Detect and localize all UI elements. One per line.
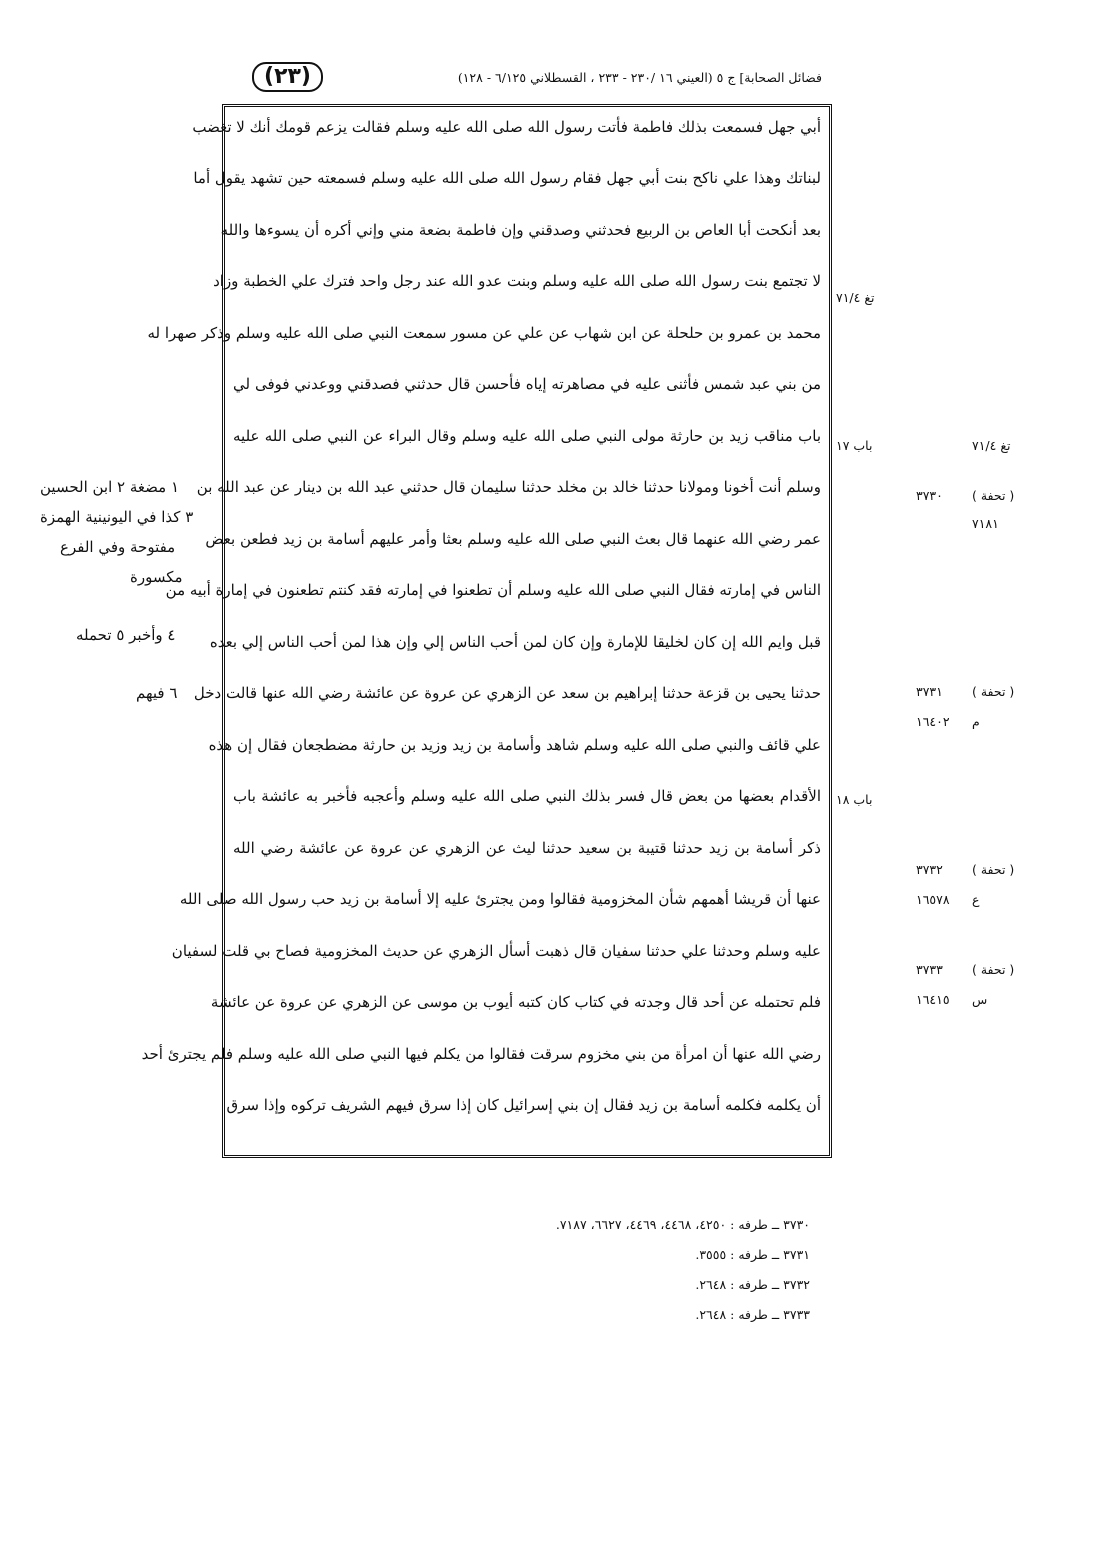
text-line: حدثنا يحيى بن قزعة حدثنا إبراهيم بن سعد عن الزهري عن عروة عن عائشة رضي الله عنها قالت دخل: [193, 684, 821, 702]
text-line: محمد بن عمرو بن حلحلة عن ابن شهاب عن علي عن مسور سمعت النبي صلى الله عليه وسلم وذكر صهرا له: [147, 324, 821, 342]
footnote: ٣٧٣٢ ــ طرفه : ٢٦٤٨.: [695, 1277, 810, 1292]
variant-note: مكسورة: [130, 568, 183, 586]
margin-ref: ٣٧٣٠: [916, 488, 943, 503]
chapter-heading-line: باب مناقب زيد بن حارثة مولى النبي صلى الله عليه وسلم وقال البراء عن النبي صلى الله عليه: [233, 427, 821, 445]
margin-ref: ( تحفة ): [972, 488, 1015, 503]
margin-ref: ٣٧٣٣: [916, 962, 943, 977]
text-line: لا تجتمع بنت رسول الله صلى الله عليه وسلم وبنت عدو الله عند رجل واحد فترك علي الخطبة وزاد: [213, 272, 821, 290]
variant-note: ٣ كذا في اليونينية الهمزة: [40, 508, 194, 526]
margin-ref: ٣٧٣٢: [916, 862, 943, 877]
footnotes: [470, 1210, 810, 1330]
text-line: عنها أن قريشا أهمهم شأن المخزومية فقالوا ومن يجترئ عليه إلا أسامة بن زيد حب رسول الله صلى الله: [179, 890, 821, 908]
text-line: فلم تحتمله عن أحد قال وجدته في كتاب كان كتبه أيوب بن موسى عن الزهري عن عروة عن عائشة: [210, 993, 821, 1011]
margin-ref: ( تحفة ): [972, 684, 1015, 699]
margin-ref: ( تحفة ): [972, 962, 1015, 977]
text-line: أن يكلمه فكلمه أسامة بن زيد فقال إن بني إسرائيل كان إذا سرق فيهم الشريف تركوه وإذا سرق: [226, 1096, 821, 1114]
text-line: رضي الله عنها أن امرأة من بني مخزوم سرقت فقالوا من يكلم فيها النبي صلى الله عليه وسلم فلم يجترئ أحد: [141, 1045, 821, 1063]
text-line: أبي جهل فسمعت بذلك فاطمة فأتت رسول الله صلى الله عليه وسلم فقالت يزعم قومك أنك لا تغضب: [192, 118, 821, 136]
text-line: الناس في إمارته فقال النبي صلى الله عليه وسلم أن تطعنوا في إمارته فقد كنتم تطعنون في إمارة أبيه من: [165, 581, 821, 599]
text-line: ذكر أسامة بن زيد حدثنا قتيبة بن سعيد حدثنا ليث عن الزهري عن عروة عن عائشة رضي الله: [233, 839, 821, 857]
margin-ref: ( تحفة ): [972, 862, 1015, 877]
text-line: بعد أنكحت أبا العاص بن الربيع فحدثني وصدقني وإن فاطمة بضعة مني وإني أكره أن يسوءها والله: [220, 221, 821, 239]
margin-ref: م: [972, 714, 980, 729]
margin-ref: ع: [972, 892, 980, 907]
text-line: علي قائف والنبي صلى الله عليه وسلم شاهد وأسامة بن زيد وزيد بن حارثة مضطجعان فقال إن هذه: [208, 736, 821, 754]
page-header: [252, 60, 822, 94]
margin-ref: ١٦٤١٥: [916, 992, 950, 1007]
footnote: ٣٧٣٣ ــ طرفه : ٢٦٤٨.: [695, 1307, 810, 1322]
running-title: فضائل الصحابة] ج ٥ (العيني ١٦ /٢٣٠ - ٢٣٣ ، القسطلاني ٦/١٢٥ - ١٢٨): [457, 70, 822, 85]
page-number: (٢٣): [252, 62, 323, 92]
margin-ref: تغ ٧١/٤: [836, 290, 875, 305]
footnote: ٣٧٣٠ ــ طرفه : ٤٢٥٠، ٤٤٦٨، ٤٤٦٩، ٦٦٢٧، ٧١٨٧.: [555, 1217, 810, 1232]
text-line: وسلم أنت أخونا ومولانا حدثنا خالد بن مخلد حدثنا سليمان قال حدثني عبد الله بن دينار عن عبد الله بن: [196, 478, 821, 496]
footnote: ٣٧٣١ ــ طرفه : ٣٥٥٥.: [695, 1247, 810, 1262]
margin-ref: ١٦٥٧٨: [916, 892, 950, 907]
margin-ref: ٧١٨١: [972, 516, 999, 531]
margin-ref: ١٦٤٠٢: [916, 714, 950, 729]
margin-ref: باب ١٨: [836, 792, 873, 807]
chapter-heading-line: الأقدام بعضها من بعض قال فسر بذلك النبي صلى الله عليه وسلم وأعجبه فأخبر به عائشة باب: [233, 787, 821, 805]
variant-note: ١ مضغة ٢ ابن الحسين: [40, 478, 180, 496]
text-line: قبل وايم الله إن كان لخليقا للإمارة وإن كان لمن أحب الناس إلي وإن هذا لمن أحب الناس إلي بعده: [209, 633, 821, 651]
margin-ref: س: [972, 992, 988, 1007]
variant-note: ٤ وأخبر ٥ تحمله: [76, 626, 176, 644]
margin-ref: باب ١٧: [836, 438, 873, 453]
variant-note: مفتوحة وفي الفرع: [60, 538, 176, 556]
text-line: عليه وسلم وحدثنا علي حدثنا سفيان قال ذهبت أسأل الزهري عن حديث المخزومية فصاح بي قلت لسفيان: [171, 942, 821, 960]
text-line: عمر رضي الله عنهما قال بعث النبي صلى الله عليه وسلم بعثا وأمر عليهم أسامة بن زيد فطعن بعض: [205, 530, 821, 548]
margin-ref: تغ ٧١/٤: [972, 438, 1011, 453]
margin-ref: ٣٧٣١: [916, 684, 943, 699]
text-line: من بني عبد شمس فأثنى عليه في مصاهرته إياه فأحسن قال حدثني فصدقني ووعدني فوفى لي: [233, 375, 821, 393]
text-line: لبناتك وهذا علي ناكح بنت أبي جهل فقام رسول الله صلى الله عليه وسلم فسمعته حين تشهد يقول أما: [193, 169, 821, 187]
variant-note: ٦ فيهم: [136, 684, 178, 702]
